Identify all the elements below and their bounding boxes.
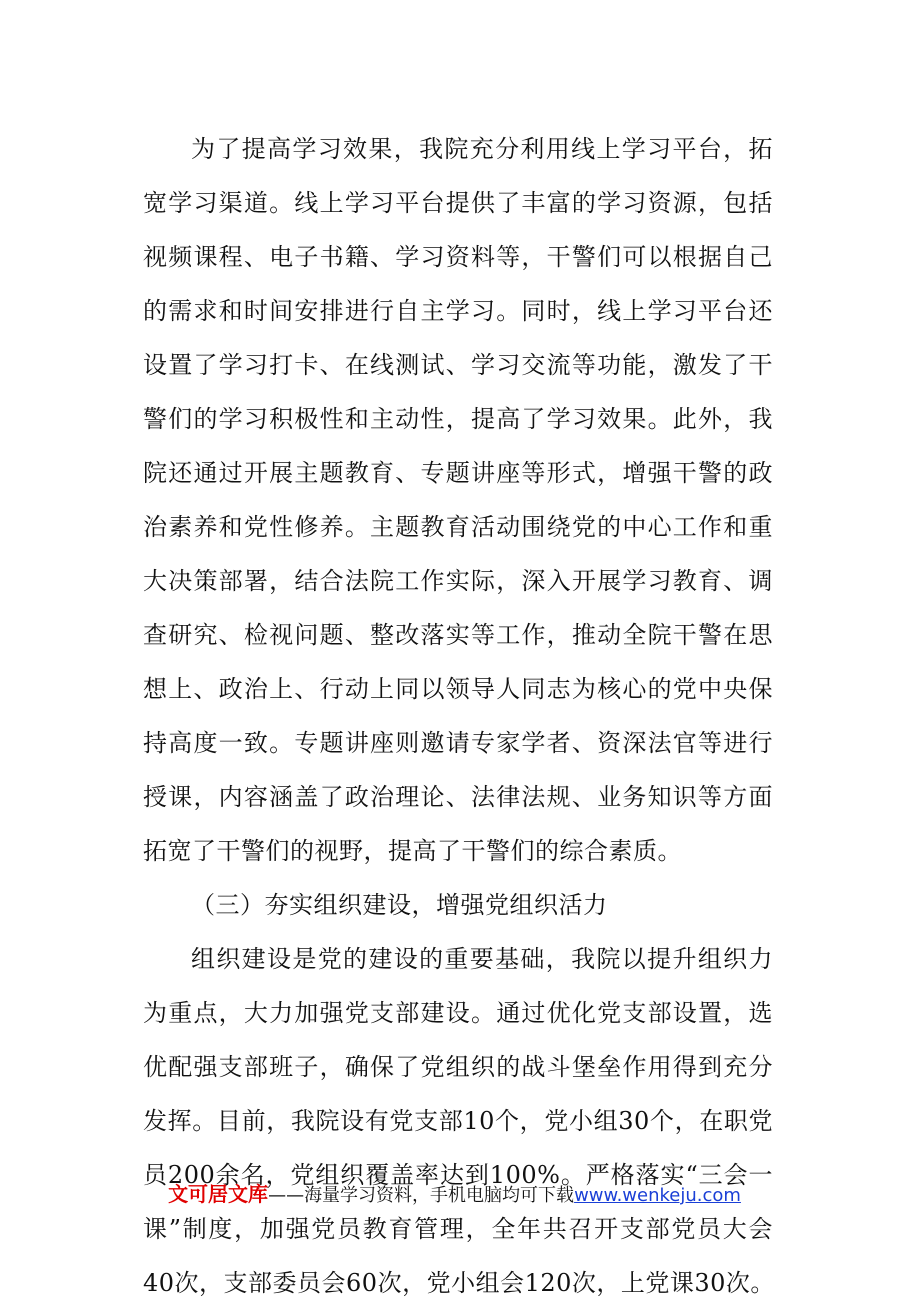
paragraph-line: 组织建设是党的建设的重要基础，我院以提升组织力	[191, 945, 773, 973]
section-heading: （三）夯实组织建设，增强党组织活力	[191, 891, 608, 919]
paragraph-line: 优配强支部班子，确保了党组织的战斗堡垒作用得到充分	[143, 1053, 773, 1081]
paragraph-line: 设置了学习打卡、在线测试、学习交流等功能，激发了干	[143, 351, 773, 379]
paragraph-line: 员200余名，党组织覆盖率达到100%。严格落实“三会一	[143, 1161, 773, 1189]
paragraph-line: 查研究、检视问题、整改落实等工作，推动全院干警在思	[143, 621, 773, 649]
footer-website-link[interactable]: www.wenkeju.com	[574, 1185, 741, 1206]
paragraph-line: 拓宽了干警们的视野，提高了干警们的综合素质。	[143, 837, 682, 865]
paragraph-line: 想上、政治上、行动上同以领导人同志为核心的党中央保	[143, 675, 773, 703]
paragraph-line: 持高度一致。专题讲座则邀请专家学者、资深法官等进行	[143, 729, 773, 757]
paragraph-line: 治素养和党性修养。主题教育活动围绕党的中心工作和重	[143, 513, 773, 541]
paragraph-line: 宽学习渠道。线上学习平台提供了丰富的学习资源，包括	[143, 189, 773, 217]
footer-slogan: ——海量学习资料，手机电脑均可下载	[268, 1185, 575, 1206]
paragraph-line: 发挥。目前，我院设有党支部10个，党小组30个，在职党	[143, 1107, 773, 1135]
paragraph-line: 为了提高学习效果，我院充分利用线上学习平台，拓	[191, 135, 773, 163]
paragraph-line: 的需求和时间安排进行自主学习。同时，线上学习平台还	[143, 297, 773, 325]
paragraph-line: 视频课程、电子书籍、学习资料等，干警们可以根据自己	[143, 243, 773, 271]
paragraph-line: 警们的学习积极性和主动性，提高了学习效果。此外，我	[143, 405, 773, 433]
paragraph-line: 授课，内容涵盖了政治理论、法律法规、业务知识等方面	[143, 783, 773, 811]
paragraph-line: 为重点，大力加强党支部建设。通过优化党支部设置，选	[143, 999, 773, 1027]
paragraph-line: 40次，支部委员会60次，党小组会120次，上党课30次。	[143, 1269, 775, 1297]
footer-banner	[0, 1180, 909, 1210]
document-body	[143, 122, 773, 1310]
paragraph-line: 院还通过开展主题教育、专题讲座等形式，增强干警的政	[143, 459, 773, 487]
footer-brand: 文可居文库	[168, 1182, 269, 1206]
paragraph-line: 课”制度，加强党员教育管理，全年共召开支部党员大会	[143, 1215, 773, 1243]
paragraph-line: 大决策部署，结合法院工作实际，深入开展学习教育、调	[143, 567, 773, 595]
